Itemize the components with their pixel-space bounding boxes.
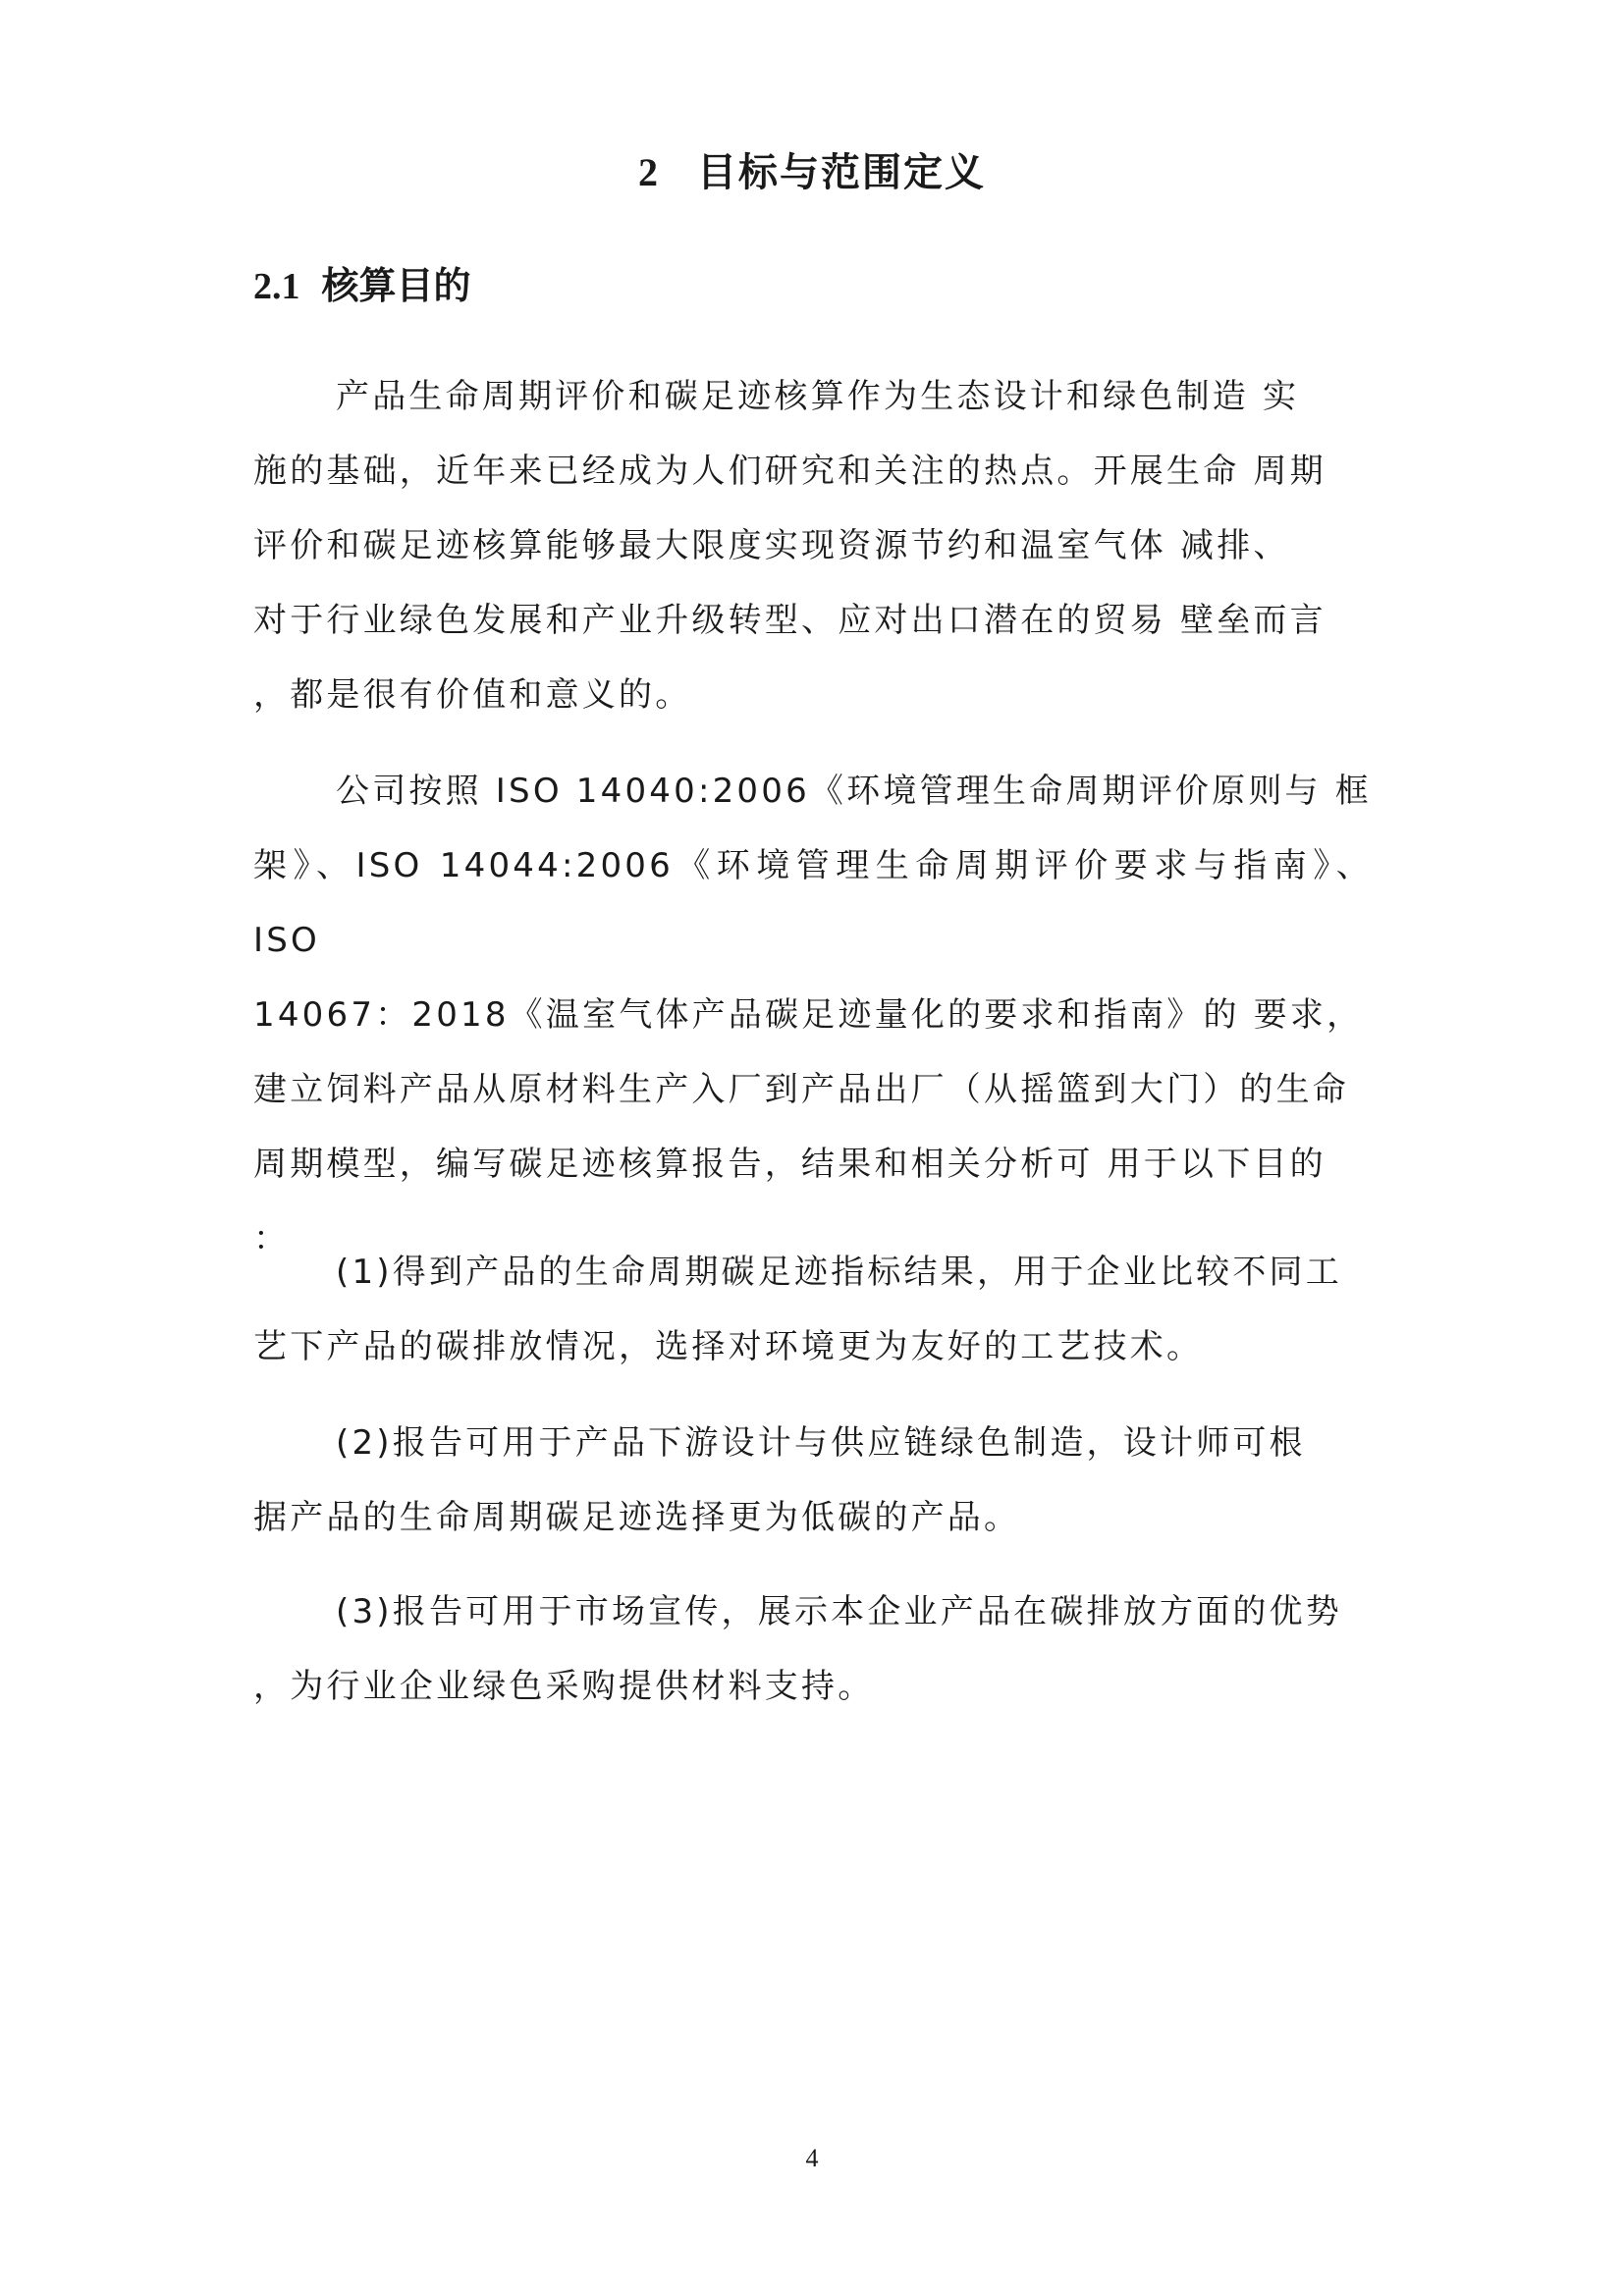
paragraph-line: 据产品的生命周期碳足迹选择更为低碳的产品。 [253, 1498, 1021, 1537]
paragraph-standards [253, 754, 1373, 1276]
paragraph-line: 公司按照 ISO 14040:2006《环境管理生命周期评价原则与 框 [336, 772, 1372, 811]
paragraph-line: ： [253, 1219, 291, 1258]
paragraph-line: 建立饲料产品从原材料生产入厂到产品出厂（从摇篮到大门）的生命 [253, 1070, 1349, 1109]
paragraph-purpose-2 [253, 1406, 1373, 1555]
section-number: 2.1 [253, 266, 300, 307]
paragraph-line: 施的基础，近年来已经成为人们研究和关注的热点。开展生命 周期 [253, 452, 1326, 491]
paragraph-line: (1)得到产品的生命周期碳足迹指标结果，用于企业比较不同工 [336, 1253, 1342, 1292]
paragraph-line: (2)报告可用于产品下游设计与供应链绿色制造，设计师可根 [336, 1423, 1306, 1463]
paragraph-line: 架》、ISO 14044:2006《环境管理生命周期评价要求与指南》、 ISO [253, 846, 1373, 960]
paragraph-line: 评价和碳足迹核算能够最大限度实现资源节约和温室气体 减排、 [253, 526, 1290, 565]
paragraph-line: 周期模型，编写碳足迹核算报告，结果和相关分析可 用于以下目的 [253, 1145, 1326, 1184]
chapter-number: 2 [638, 150, 660, 194]
chapter-title-text: 目标与范围定义 [697, 150, 986, 195]
section-title [253, 263, 471, 309]
paragraph-line: 艺下产品的碳排放情况，选择对环境更为友好的工艺技术。 [253, 1327, 1204, 1366]
paragraph-line: ，为行业企业绿色采购提供材料支持。 [253, 1667, 875, 1706]
paragraph-purpose-1 [253, 1235, 1373, 1384]
section-title-text: 核算目的 [321, 264, 471, 307]
paragraph-line: ，都是很有价值和意义的。 [253, 675, 692, 715]
chapter-title [0, 149, 1624, 196]
paragraph-purpose-3 [253, 1575, 1373, 1724]
paragraph-line: 对于行业绿色发展和产业升级转型、应对出口潜在的贸易 壁垒而言 [253, 601, 1326, 640]
paragraph-line: (3)报告可用于市场宣传，展示本企业产品在碳排放方面的优势 [336, 1592, 1342, 1631]
page-number: 4 [805, 2144, 819, 2172]
paragraph-line: 产品生命周期评价和碳足迹核算作为生态设计和绿色制造 实 [336, 377, 1300, 416]
paragraph-line: 14067：2018《温室气体产品碳足迹量化的要求和指南》的 要求， [253, 995, 1364, 1035]
paragraph-intro [253, 359, 1373, 732]
